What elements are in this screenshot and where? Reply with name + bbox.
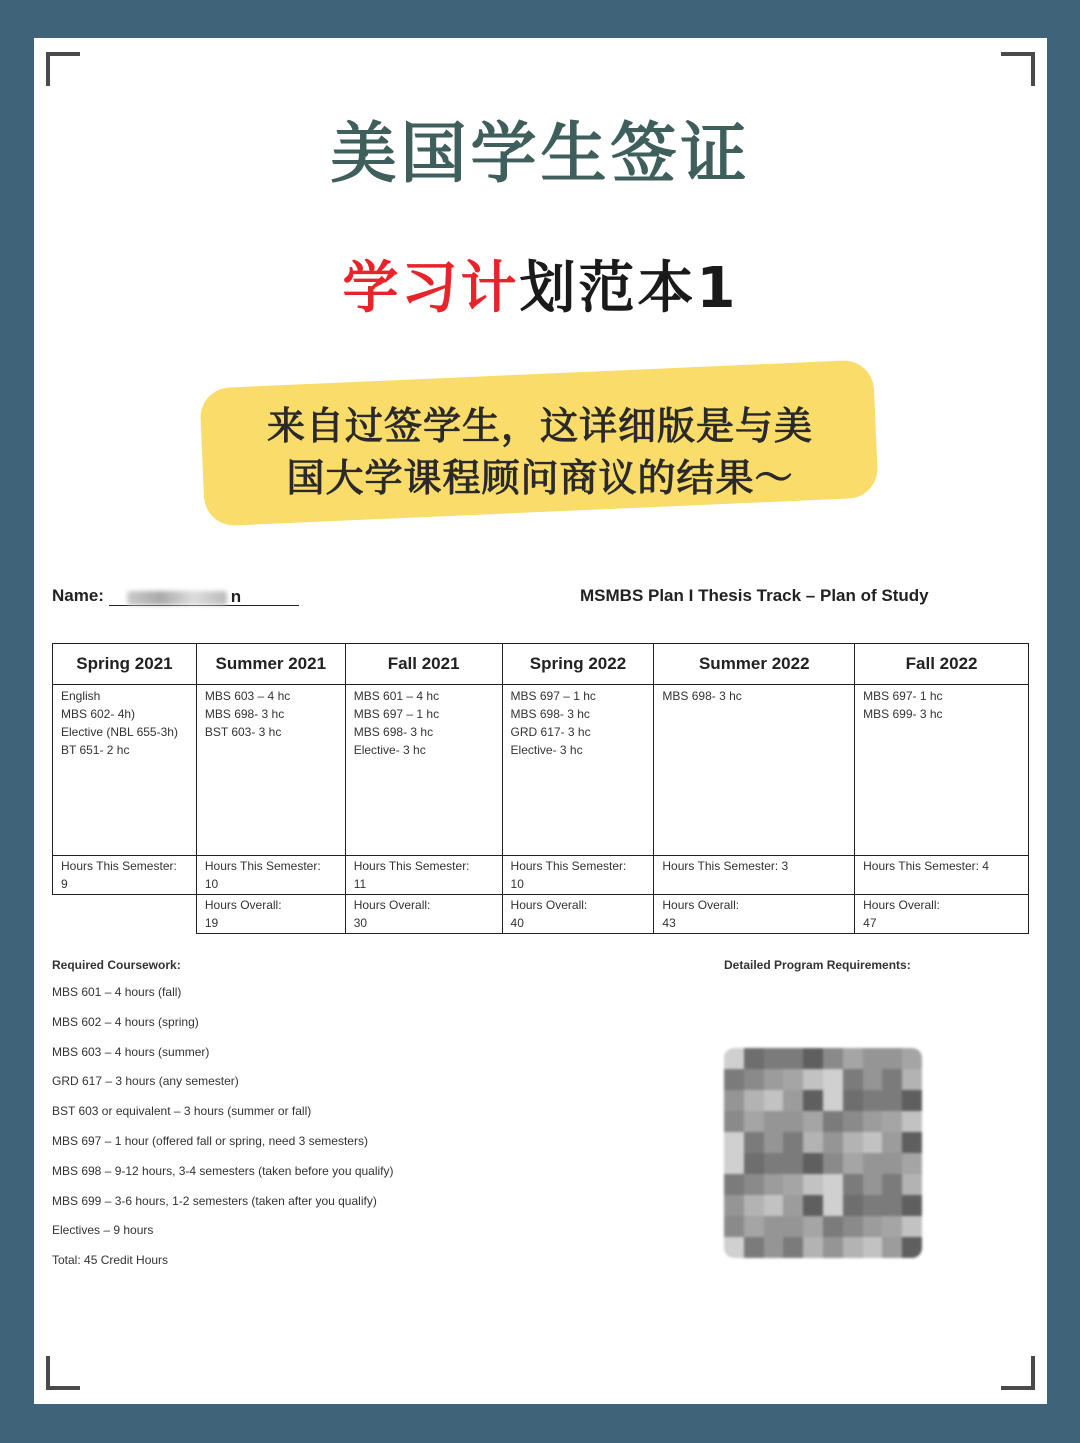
- mosaic-tile: [803, 1132, 823, 1153]
- hours-overall-value: 19: [204, 916, 219, 930]
- mosaic-tile: [764, 1090, 784, 1111]
- course-item: MBS 697- 1 hc: [863, 689, 943, 703]
- mosaic-tile: [783, 1174, 803, 1195]
- hours-overall-cell: [345, 895, 502, 934]
- course-item: MBS 697 – 1 hc: [353, 707, 440, 721]
- mosaic-tile: [863, 1069, 883, 1090]
- mosaic-tile: [823, 1132, 843, 1153]
- required-item: MBS 603 – 4 hours (summer): [52, 1044, 210, 1059]
- semester-header-row: [53, 644, 1029, 685]
- hours-semester-cell: [196, 856, 345, 895]
- mosaic-tile: [724, 1090, 744, 1111]
- course-item: Elective (NBL 655-3h): [61, 725, 178, 739]
- course-item: MBS 698- 3 hc: [353, 725, 434, 739]
- mosaic-tile: [843, 1153, 863, 1174]
- mosaic-tile: [902, 1195, 922, 1216]
- mosaic-tile: [724, 1195, 744, 1216]
- hours-semester-label: Hours This Semester:: [353, 859, 470, 873]
- mosaic-tile: [823, 1048, 843, 1069]
- required-item: BST 603 or equivalent – 3 hours (summer or fall): [52, 1104, 312, 1119]
- hours-semester-value: 10: [510, 877, 524, 891]
- hours-overall-value: 47: [863, 916, 877, 930]
- mosaic-tile: [783, 1216, 803, 1237]
- course-item: BST 603- 3 hc: [204, 725, 282, 739]
- mosaic-tile: [882, 1111, 902, 1132]
- mosaic-tile: [863, 1132, 883, 1153]
- mosaic-tile: [764, 1195, 784, 1216]
- hours-overall-label: Hours Overall:: [510, 898, 588, 912]
- mosaic-tile: [744, 1153, 764, 1174]
- hours-overall-label: Hours Overall:: [863, 898, 940, 912]
- mosaic-tile: [823, 1195, 843, 1216]
- mosaic-tile: [843, 1069, 863, 1090]
- mosaic-tile: [803, 1237, 823, 1258]
- mosaic-tile: [863, 1195, 883, 1216]
- mosaic-tile: [843, 1090, 863, 1111]
- mosaic-tile: [724, 1132, 744, 1153]
- hours-overall-cell: [855, 895, 1029, 934]
- highlight-line-1: 来自过签学生，这详细版是与美: [266, 404, 813, 448]
- redacted-name: [127, 591, 227, 605]
- course-item: MBS 601 – 4 hc: [353, 689, 440, 703]
- mosaic-tile: [902, 1174, 922, 1195]
- mosaic-tile: [902, 1216, 922, 1237]
- plan-of-study-table: [52, 643, 1029, 934]
- required-item: Total: 45 Credit Hours: [52, 1253, 169, 1268]
- mosaic-tile: [764, 1069, 784, 1090]
- mosaic-tile: [724, 1237, 744, 1258]
- mosaic-tile: [823, 1237, 843, 1258]
- hours-overall-value: 43: [662, 916, 676, 930]
- course-cell: [502, 685, 654, 856]
- mosaic-tile: [823, 1090, 843, 1111]
- hours-semester-cell: [53, 856, 197, 895]
- mosaic-tile: [744, 1111, 764, 1132]
- name-field: [52, 586, 299, 606]
- mosaic-tile: [803, 1048, 823, 1069]
- mosaic-tile: [882, 1132, 902, 1153]
- mosaic-tile: [843, 1195, 863, 1216]
- hours-semester-value: 9: [61, 877, 68, 891]
- mosaic-tile: [882, 1216, 902, 1237]
- course-item: MBS 699- 3 hc: [863, 707, 943, 721]
- mosaic-tile: [724, 1048, 744, 1069]
- hours-overall-label: Hours Overall:: [662, 898, 740, 912]
- mosaic-tile: [744, 1237, 764, 1258]
- hours-semester-label: Hours This Semester:: [510, 859, 627, 873]
- mosaic-tile: [764, 1111, 784, 1132]
- document-card: [34, 38, 1047, 1404]
- mosaic-tile: [783, 1132, 803, 1153]
- name-tail: n: [230, 587, 242, 606]
- hours-semester-label: Hours This Semester:: [204, 859, 321, 873]
- corner-bracket-top-left: [46, 52, 80, 86]
- mosaic-tile: [902, 1237, 922, 1258]
- mosaic-tile: [863, 1090, 883, 1111]
- course-item: MBS 698- 3 hc: [204, 707, 285, 721]
- mosaic-tile: [744, 1069, 764, 1090]
- highlight-text: [184, 400, 896, 504]
- course-item: MBS 697 – 1 hc: [510, 689, 596, 703]
- course-item: MBS 698- 3 hc: [510, 707, 590, 721]
- course-cell: [53, 685, 197, 856]
- hours-overall-value: 30: [353, 916, 368, 930]
- mosaic-tile: [843, 1174, 863, 1195]
- mosaic-tile: [783, 1111, 803, 1132]
- course-item: MBS 602- 4h): [61, 707, 136, 721]
- hours-overall-label: Hours Overall:: [204, 898, 282, 912]
- mosaic-tile: [803, 1174, 823, 1195]
- sub-title-black-part: 划范本1: [519, 256, 739, 321]
- mosaic-tile: [724, 1216, 744, 1237]
- course-cell: [654, 685, 855, 856]
- mosaic-tile: [823, 1174, 843, 1195]
- mosaic-tile: [803, 1090, 823, 1111]
- mosaic-tile: [843, 1111, 863, 1132]
- mosaic-tile: [744, 1090, 764, 1111]
- hours-overall-row: [53, 895, 1029, 934]
- mosaic-tile: [843, 1216, 863, 1237]
- hours-semester-label: Hours This Semester: 3: [662, 859, 789, 873]
- required-item: GRD 617 – 3 hours (any semester): [52, 1074, 239, 1089]
- mosaic-tile: [823, 1153, 843, 1174]
- hours-semester-value: 11: [353, 877, 367, 891]
- mosaic-tile: [843, 1237, 863, 1258]
- mosaic-tile: [863, 1174, 883, 1195]
- mosaic-tile: [764, 1048, 784, 1069]
- course-item: English: [61, 689, 101, 703]
- mosaic-tile: [902, 1048, 922, 1069]
- mosaic-tile: [902, 1132, 922, 1153]
- course-item: GRD 617- 3 hc: [510, 725, 591, 739]
- mosaic-tile: [724, 1111, 744, 1132]
- mosaic-tile: [863, 1111, 883, 1132]
- mosaic-tile: [902, 1153, 922, 1174]
- mosaic-tile: [863, 1237, 883, 1258]
- mosaic-tile: [882, 1174, 902, 1195]
- mosaic-tile: [724, 1069, 744, 1090]
- course-item: MBS 603 – 4 hc: [204, 689, 291, 703]
- hours-overall-value: 40: [510, 916, 524, 930]
- semester-header: Spring 2021: [53, 644, 197, 685]
- required-coursework: [52, 958, 394, 1283]
- mosaic-tile: [823, 1216, 843, 1237]
- plan-title: MSMBS Plan I Thesis Track – Plan of Study: [580, 586, 929, 605]
- highlight-line-2: 国大学课程顾问商议的结果～: [286, 456, 794, 500]
- courses-row: [53, 685, 1029, 856]
- mosaic-tile: [843, 1132, 863, 1153]
- hours-overall-cell: [654, 895, 855, 934]
- mosaic-tile: [783, 1090, 803, 1111]
- required-item: Electives – 9 hours: [52, 1223, 154, 1238]
- mosaic-tile: [803, 1069, 823, 1090]
- mosaic-tile: [744, 1174, 764, 1195]
- course-cell: [196, 685, 345, 856]
- mosaic-tile: [863, 1216, 883, 1237]
- hours-semester-row: [53, 856, 1029, 895]
- required-heading: Required Coursework:: [52, 958, 181, 972]
- mosaic-tile: [882, 1153, 902, 1174]
- required-item: MBS 602 – 4 hours (spring): [52, 1014, 199, 1029]
- mosaic-tile: [764, 1174, 784, 1195]
- hours-semester-cell: [654, 856, 855, 895]
- mosaic-tile: [783, 1153, 803, 1174]
- hours-semester-label: Hours This Semester:: [61, 859, 177, 873]
- name-label: Name:: [52, 586, 104, 605]
- semester-header: Summer 2022: [654, 644, 855, 685]
- detailed-requirements-heading: Detailed Program Requirements:: [724, 958, 911, 972]
- mosaic-tile: [882, 1237, 902, 1258]
- sub-title: [34, 244, 1047, 324]
- mosaic-tile: [863, 1153, 883, 1174]
- mosaic-tile: [764, 1132, 784, 1153]
- hours-semester-cell: [502, 856, 654, 895]
- mosaic-tile: [882, 1195, 902, 1216]
- mosaic-tile: [764, 1216, 784, 1237]
- mosaic-tile: [744, 1195, 764, 1216]
- course-item: MBS 698- 3 hc: [662, 689, 742, 703]
- course-cell: [855, 685, 1029, 856]
- required-item: MBS 698 – 9-12 hours, 3-4 semesters (taken before you qualify): [52, 1163, 394, 1178]
- required-item: MBS 699 – 3-6 hours, 1-2 semesters (taken after you qualify): [52, 1193, 377, 1208]
- hours-semester-cell: [855, 856, 1029, 895]
- semester-header: Spring 2022: [502, 644, 654, 685]
- course-item: Elective- 3 hc: [510, 743, 583, 757]
- hours-semester-cell: [345, 856, 502, 895]
- required-item: MBS 601 – 4 hours (fall): [52, 985, 182, 999]
- hours-semester-value: 10: [204, 877, 219, 891]
- mosaic-tile: [902, 1090, 922, 1111]
- course-item: BT 651- 2 hc: [61, 743, 130, 757]
- hours-overall-cell: [196, 895, 345, 934]
- mosaic-tile: [863, 1048, 883, 1069]
- mosaic-tile: [783, 1237, 803, 1258]
- mosaic-tile: [902, 1111, 922, 1132]
- hours-overall-cell: [502, 895, 654, 934]
- required-item: MBS 697 – 1 hour (offered fall or spring, need 3 semesters): [52, 1133, 368, 1148]
- mosaic-tile: [823, 1111, 843, 1132]
- mosaic-tile: [783, 1069, 803, 1090]
- corner-bracket-top-right: [1001, 52, 1035, 86]
- mosaic-tile: [882, 1090, 902, 1111]
- mosaic-tile: [843, 1048, 863, 1069]
- sub-title-red-part: 学习计: [342, 256, 520, 321]
- semester-header: Fall 2021: [345, 644, 502, 685]
- mosaic-tile: [764, 1153, 784, 1174]
- semester-header: Fall 2022: [855, 644, 1029, 685]
- mosaic-tile: [803, 1216, 823, 1237]
- mosaic-tile: [803, 1195, 823, 1216]
- main-title: 美国学生签证: [330, 115, 751, 192]
- semester-header: Summer 2021: [196, 644, 345, 685]
- pixelated-redaction: [724, 1048, 922, 1258]
- hours-overall-label: Hours Overall:: [353, 898, 431, 912]
- mosaic-tile: [724, 1153, 744, 1174]
- mosaic-tile: [783, 1195, 803, 1216]
- hours-semester-label: Hours This Semester: 4: [863, 859, 989, 873]
- name-blank: [109, 589, 299, 606]
- corner-bracket-bottom-right: [1001, 1356, 1035, 1390]
- mosaic-tile: [882, 1069, 902, 1090]
- mosaic-tile: [882, 1048, 902, 1069]
- mosaic-tile: [803, 1111, 823, 1132]
- mosaic-tile: [744, 1216, 764, 1237]
- mosaic-tile: [764, 1237, 784, 1258]
- mosaic-tile: [783, 1048, 803, 1069]
- mosaic-tile: [744, 1048, 764, 1069]
- mosaic-tile: [724, 1174, 744, 1195]
- mosaic-tile: [902, 1069, 922, 1090]
- mosaic-tile: [803, 1153, 823, 1174]
- hours-overall-empty-cell: [53, 895, 197, 934]
- course-item: Elective- 3 hc: [353, 743, 426, 757]
- mosaic-tile: [823, 1069, 843, 1090]
- mosaic-tile: [744, 1132, 764, 1153]
- course-cell: [345, 685, 502, 856]
- corner-bracket-bottom-left: [46, 1356, 80, 1390]
